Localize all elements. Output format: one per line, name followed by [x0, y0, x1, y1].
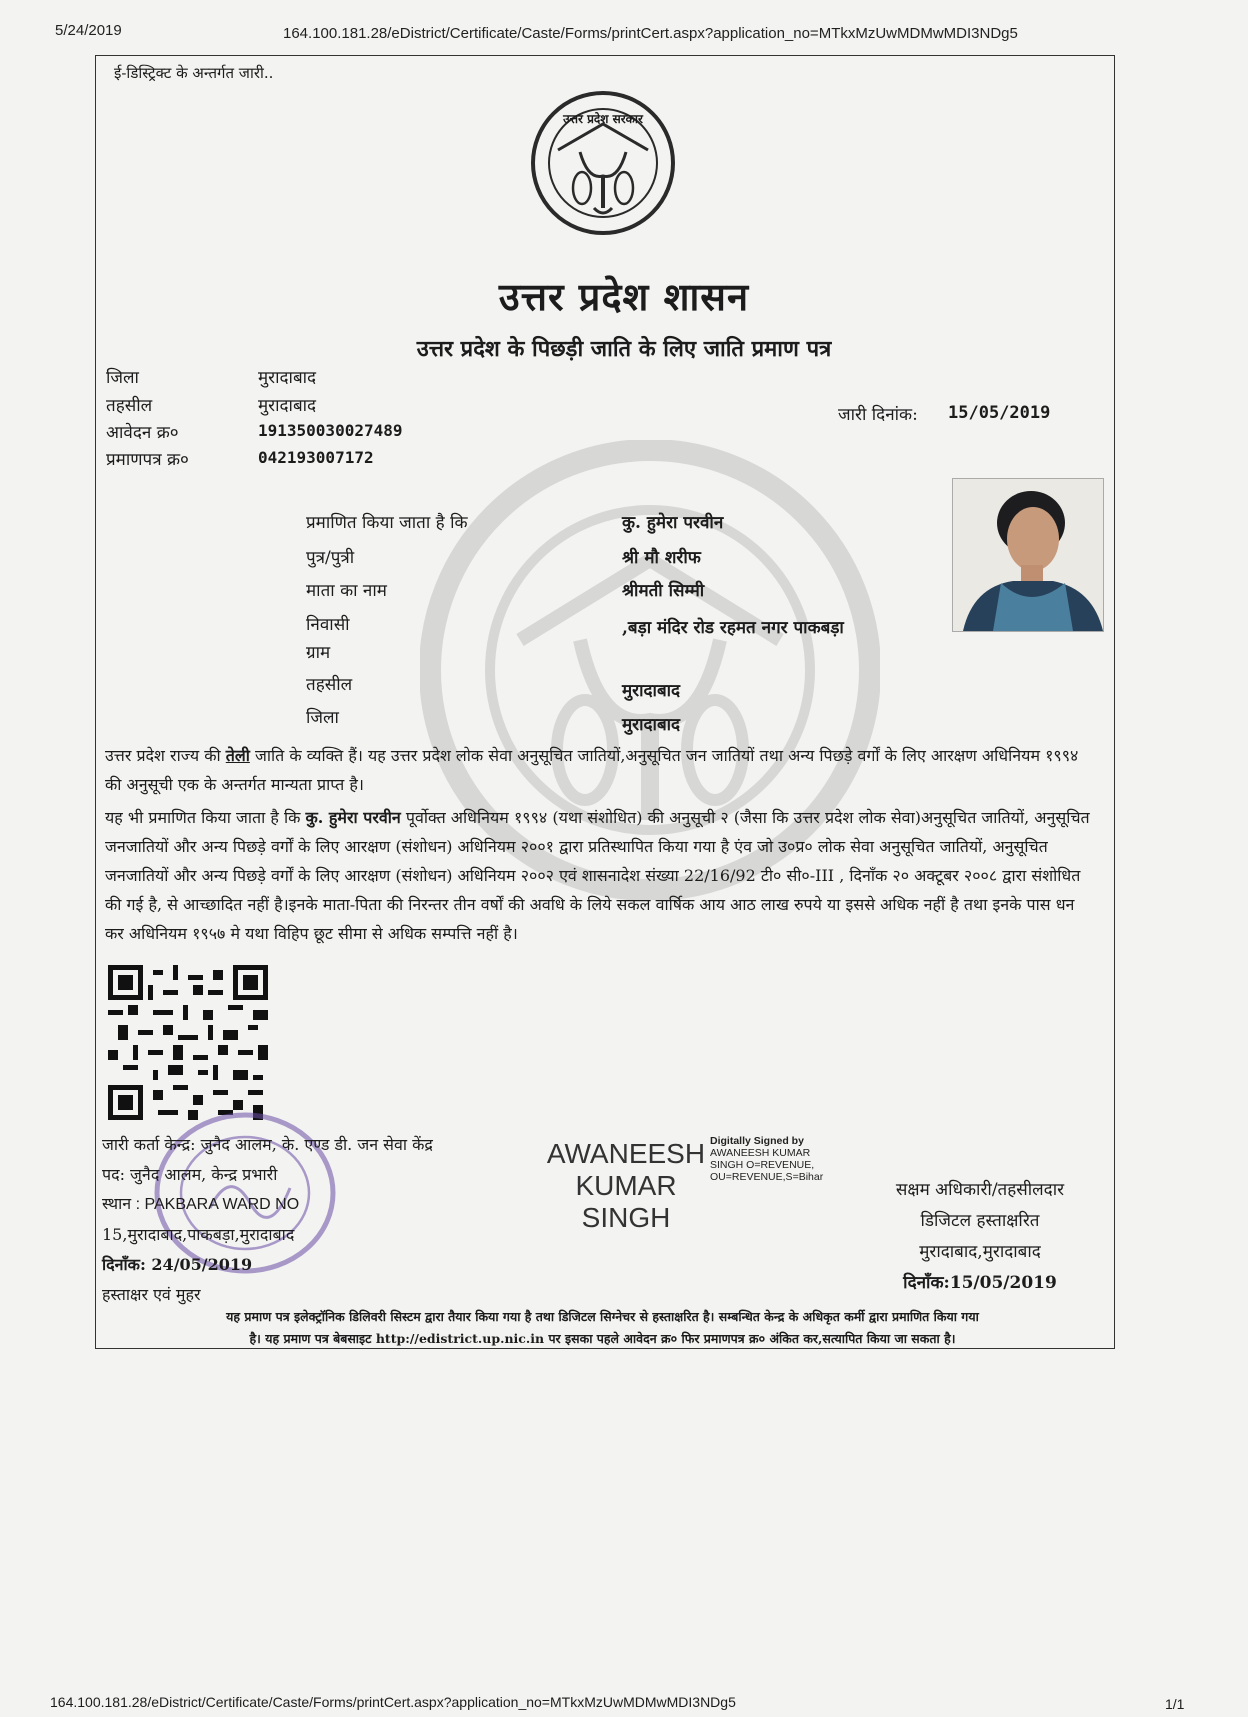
meta-label-certificate-no: प्रमाणपत्र क्र० [106, 450, 189, 470]
certificate-title: उत्तर प्रदेश शासन [498, 274, 750, 319]
caste-name: तेली [225, 746, 250, 765]
detail-value-mother: श्रीमती सिम्मी [622, 581, 705, 601]
print-date: 5/24/2019 [55, 22, 122, 39]
detail-label-tehsil: तहसील [306, 675, 353, 695]
detail-value-tehsil: मुरादाबाद [622, 681, 681, 701]
meta-value-district: मुरादाबाद [258, 368, 317, 388]
caste-paragraph-pre: उत्तर प्रदेश राज्य की [105, 746, 226, 765]
issuer-block [102, 1130, 582, 1310]
signature-name-line-2: KUMAR [575, 1170, 677, 1201]
caste-paragraph-post: जाति के व्यक्ति हैं। यह उत्तर प्रदेश लोक सेवा अनुसूचित जातियों,अनुसूचित जन जातियों तथा अन्य पिछड़े वर्गों के लिए आरक्षण अधिनियम १९९४ की अनुसूची एक के अन्तर्गत मान्यता प्राप्त है। [105, 746, 1079, 794]
detail-label-child-of: पुत्र/पुत्री [306, 548, 355, 568]
authority-block [860, 1175, 1100, 1299]
detail-label-mother: माता का नाम [306, 581, 387, 601]
signature-name-line-3: SINGH [581, 1202, 671, 1233]
detail-label-certify: प्रमाणित किया जाता है कि [306, 513, 468, 533]
detail-value-district: मुरादाबाद [622, 715, 681, 735]
meta-label-district: जिला [106, 368, 139, 388]
signature-note-line-3: SINGH O=REVENUE, [710, 1159, 815, 1171]
issuer-sign-label: हस्ताक्षर एवं मुहर [102, 1285, 201, 1304]
signature-note-line-1: Digitally Signed by [710, 1135, 804, 1147]
issuer-place-line2: 15,मुरादाबाद,पाकबड़ा,मुरादाबाद [102, 1225, 295, 1244]
digital-signature-note [710, 1135, 850, 1183]
income-paragraph-name: कु. हुमेरा परवीन [305, 808, 401, 827]
income-paragraph-pre: यह भी प्रमाणित किया जाता है कि [105, 808, 306, 827]
meta-value-application: 191350030027489 [258, 421, 403, 440]
caste-paragraph [105, 741, 1095, 799]
meta-label-tehsil: तहसील [106, 396, 153, 416]
print-url-footer: 164.100.181.28/eDistrict/Certificate/Caste/Forms/printCert.aspx?application_no=MTkxMzUwMDMwMDI3NDg5 [50, 1694, 736, 1710]
print-url: 164.100.181.28/eDistrict/Certificate/Caste/Forms/printCert.aspx?application_no=MTkxMzUwMDMwMDI3NDg5 [283, 25, 1018, 42]
verification-note [105, 1306, 1100, 1350]
signature-name-line-1: AWANEESH [546, 1138, 706, 1169]
authority-designation: सक्षम अधिकारी/तहसीलदार [895, 1180, 1065, 1200]
authority-date: दिनाँक:15/05/2019 [903, 1273, 1057, 1293]
authority-sign: डिजिटल हस्ताक्षरित [920, 1211, 1040, 1231]
applicant-photo [952, 478, 1104, 632]
detail-value-address: ,बड़ा मंदिर रोड रहमत नगर पाकबड़ा [622, 618, 844, 638]
detail-label-resident: निवासी [306, 615, 350, 635]
signature-note-line-4: OU=REVENUE,S=Bihar [710, 1171, 824, 1183]
print-page-count: 1/1 [1165, 1696, 1185, 1712]
detail-value-name: कु. हुमेरा परवीन [622, 513, 724, 533]
digital-signature-name [536, 1138, 716, 1234]
issue-date-label: जारी दिनांक: [838, 405, 918, 425]
verification-note-line-1: यह प्रमाण पत्र इलेक्ट्रॉनिक डिलिवरी सिस्टम द्वारा तैयार किया गया है तथा डिजिटल सिग्नेचर से हस्ताक्षरित है। सम्बन्धित केन्द्र के अधिकृत कर्मी द्वारा प्रमाणित किया गया [226, 1309, 979, 1324]
meta-value-certificate-no: 042193007172 [258, 448, 374, 467]
issuer-place-line1: स्थान : PAKBARA WARD NO [102, 1196, 300, 1213]
emblem-label: उत्तर प्रदेश सरकार [563, 112, 643, 126]
issuer-post: पद: जुनैद आलम, केन्द्र प्रभारी [102, 1165, 278, 1184]
issuer-center: जारी कर्ता केन्द्र: जुनैद आलम, के. एण्ड डी. जन सेवा केंद्र [102, 1135, 433, 1154]
qr-code [108, 965, 268, 1120]
detail-value-father: श्री मौ शरीफ [622, 548, 701, 568]
authority-place: मुरादाबाद,मुरादाबाद [919, 1242, 1041, 1262]
income-paragraph [105, 803, 1095, 948]
verification-note-line-2: है। यह प्रमाण पत्र बेबसाइट http://edistrict.up.nic.in पर इसका पहले आवेदन क्र० फिर प्रमाणपत्र क्र० अंकित कर,सत्यापित किया जा सकता है। [249, 1331, 956, 1346]
issuer-date: दिनाँक: 24/05/2019 [102, 1255, 253, 1274]
detail-label-district: जिला [306, 708, 339, 728]
income-paragraph-post: पूर्वोक्त अधिनियम १९९४ (यथा संशोधित) की अनुसूची २ (जैसा कि उत्तर प्रदेश लोक सेवा)अनुसूचित जातियों, अनुसूचित जनजातियों और अन्य पिछड़े वर्गों के लिए आरक्षण (संशोधन) अधिनियम २००१ द्वारा प्रतिस्थापित किया गया है एंव जो उ०प्र० लोक सेवा अनुसूचित जातियों, अनुसूचित जनजातियों और अन्य पिछड़े वर्गों के लिए आरक्षण (संशोधन) अधिनियम २००२ एवं शासनादेश संख्या 22/16/92 टी० सी०-III , दिनाँक २० अक्टूबर २००८ द्वारा संशोधित की गई है, से आच्छादित नहीं है।इनके माता-पिता की निरन्तर तीन वर्षों की अवधि के लिये सकल वार्षिक आय आठ लाख रुपये या इससे अधिक नहीं है तथा इनके पास धन कर अधिनियम १९५७ मे यथा विहिप छूट सीमा से अधिक सम्पत्ति नहीं है। [105, 808, 1090, 943]
detail-label-village: ग्राम [306, 643, 331, 663]
certificate-subtitle: उत्तर प्रदेश के पिछड़ी जाति के लिए जाति प्रमाण पत्र [416, 336, 832, 362]
signature-note-line-2: AWANEESH KUMAR [710, 1147, 811, 1159]
issue-date-value: 15/05/2019 [948, 403, 1051, 423]
meta-value-tehsil: मुरादाबाद [258, 396, 317, 416]
issued-under-text: ई-डिस्ट्रिक्ट के अन्तर्गत जारी.. [114, 64, 274, 82]
meta-label-application: आवेदन क्र० [106, 423, 179, 443]
